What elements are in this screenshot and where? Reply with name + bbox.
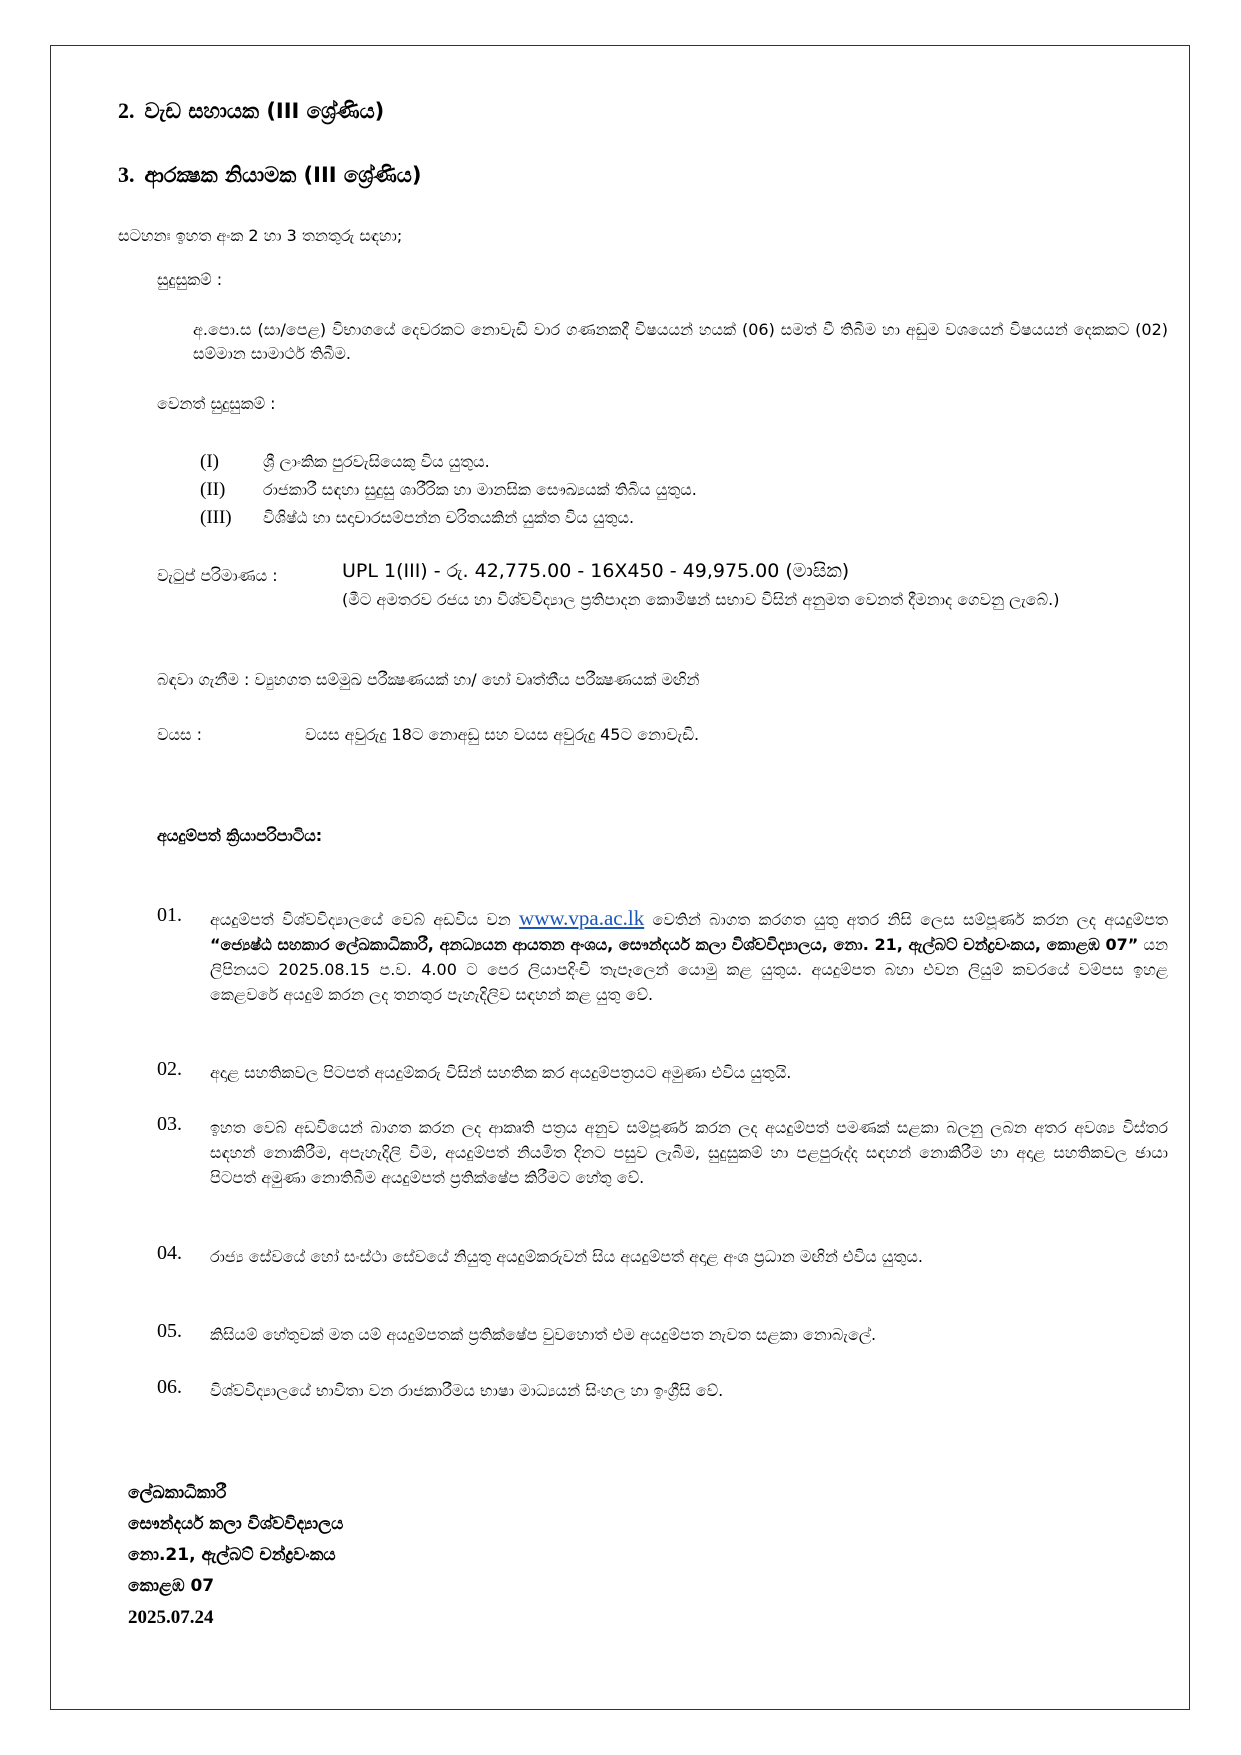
procedure-item-4: රාජ්‍ය සේවයේ හෝ සංස්ථා සේවයේ නියුතු අයදුම්කරුවන් සිය අයදුම්පත් අදාළ අංශ ප්‍රධාන මඟින් එවිය යුතුය. bbox=[210, 1247, 923, 1266]
roman-numeral: (II) bbox=[200, 479, 226, 500]
item-text: වෙතින් බාගත කරගත යුතු අතර නිසි ලෙස සම්පූර්ණ කරන ලද අයදුම්පත bbox=[644, 910, 1168, 929]
recruitment-text: බඳවා ගැනීම : ව්‍යුහගත සම්මුඛ පරීක්‍ෂණයක් හා/ හෝ වෘත්තීය පරීක්‍ෂණයක් මඟින් bbox=[157, 670, 700, 689]
heading-title: වැඩ සහායක (III ශ්‍රේණිය) bbox=[144, 99, 385, 123]
heading-title: ආරක්‍ෂක නියාමක (III ශ්‍රේණිය) bbox=[144, 163, 422, 187]
procedure-title: අයදුම්පත් ක්‍රියාපරිපාටිය: bbox=[157, 826, 323, 845]
page-border bbox=[50, 45, 1190, 1710]
salary-label: වැටුප් පරිමාණය : bbox=[157, 566, 278, 585]
heading-number: 3. bbox=[118, 162, 135, 187]
item-text: අයදුම්පත් විශ්වවිද්‍යාලයේ වෙබ් අඩවිය වන bbox=[210, 910, 520, 929]
age-text: වයස අවුරුදු 18ට නොඅඩු සහ වයස අවුරුදු 45ට නොවැඩි. bbox=[305, 725, 700, 744]
procedure-item-1 bbox=[210, 906, 1168, 1007]
website-link[interactable]: www.vpa.ac.lk bbox=[519, 906, 645, 930]
signature-university: සෞන්දර්ය කලා විශ්වවිද්‍යාලය bbox=[128, 1514, 344, 1534]
list-item bbox=[200, 504, 697, 532]
signature-title: ලේඛකාධිකාරී bbox=[128, 1483, 227, 1503]
item-number: 04. bbox=[157, 1242, 182, 1264]
qualifications-text: අ.පො.ස (සා/පෙළ) විභාගයේ දෙවරකට නොවැඩි වාර ගණනකදී විෂයයන් හයක් (06) සමත් වී තිබීම හා අඩුම වශයෙන් විෂයයන් දෙකකට (02) සම්මාන සාමාර්ථ තිබීම. bbox=[193, 320, 1168, 363]
heading-work-assistant bbox=[118, 98, 384, 124]
salary-note: (මීට අමතරව රජය හා විශ්වවිද්‍යාල ප්‍රතිපාදන කොමිෂන් සභාව විසින් අනුමත වෙනත් දීමනාද ගෙවනු ලැබේ.) bbox=[342, 590, 1060, 609]
item-number: 02. bbox=[157, 1058, 182, 1080]
procedure-item-6: විශ්වවිද්‍යාලයේ භාවිතා වන රාජකාරීමය භාෂා මාධ්‍යයන් සිංහල හා ඉංග්‍රීසි වේ. bbox=[210, 1381, 724, 1400]
qualifications-label: සුදුසුකම් : bbox=[157, 270, 223, 289]
signature-block bbox=[128, 1478, 343, 1633]
other-qualifications-label: වෙනත් සුදුසුකම් : bbox=[157, 394, 276, 413]
signature-date: 2025.07.24 bbox=[128, 1607, 214, 1628]
note-text: සටහනඃ ඉහත අංක 2 හා 3 තනතුරු සඳහා; bbox=[118, 226, 403, 245]
roman-numeral: (I) bbox=[200, 451, 219, 472]
item-number: 06. bbox=[157, 1376, 182, 1398]
address-bold: “ජ්‍යෙෂ්ඨ සහකාර ලේඛකාධිකාරී, අනධ්‍යයන ආයතන අංශය, සෞන්දර්ය කලා විශ්වවිද්‍යාලය, නො. 21, ඇල්බට් චන්ද්‍රවංකය, කොළඹ 07” bbox=[210, 935, 1139, 954]
item-number: 03. bbox=[157, 1113, 182, 1135]
list-item bbox=[200, 448, 697, 476]
salary-scale: UPL 1(III) - රු. 42,775.00 - 16X450 - 49,975.00 (මාසික) bbox=[342, 560, 850, 582]
procedure-item-2: අදාළ සහතිකවල පිටපත් අයදුම්කරු විසින් සහතික කර අයදුම්පත්‍රයට අමුණා එවිය යුතුයි. bbox=[210, 1063, 792, 1082]
heading-number: 2. bbox=[118, 98, 135, 123]
other-qualifications-list bbox=[200, 448, 697, 532]
age-label: වයස : bbox=[157, 725, 202, 744]
procedure-item-5: කිසියම් හේතුවක් මත යම් අයදුම්පතක් ප්‍රතික්ෂේප වුවහොත් එම අයදුම්පත නැවත සළකා නොබැලේ. bbox=[210, 1325, 877, 1344]
list-item-text: විශිෂ්ඨ හා සදාචාරසම්පන්න චරිතයකින් යුක්ත විය යුතුය. bbox=[263, 508, 635, 527]
procedure-item-3: ඉහත වෙබ් අඩවියෙන් බාගත කරන ලද ආකෘති පත්‍රය අනුව සම්පූර්ණ කරන ලද අයදුම්පත් පමණක් සළකා බලනු ලබන අතර අවශ්‍ය විස්තර සඳහන් නොකිරීම, අපැහැදිලි වීම, අයදුම්පත් නියමිත දිනට පසුව ලැබීම, සුදුසුකම් හා පළපුරුද්ද සඳහන් නොකිරීම හා අදාළ සහතිකවල ඡායා පිටපත් අමුණා නොතිබීම අයදුම්පත් ප්‍රතික්ෂේප කිරීමට හේතු වේ. bbox=[210, 1118, 1168, 1187]
item-text: යන ලිපිනයට 2025.08.15 ප.ව. 4.00 ට පෙර ලියාපදිංචි තැපෑලෙන් යොමු කළ යුතුය. අයදුම්පත බහා එවන ලියුම් කවරයේ වම්පස ඉහළ කෙළවරේ අයදුම් කරන ලද තනතුර පැහැදිලිව සඳහන් කළ යුතු වේ. bbox=[210, 935, 1168, 1004]
item-number: 05. bbox=[157, 1320, 182, 1342]
signature-address: නො.21, ඇල්බට් චන්ද්‍රවංකය bbox=[128, 1545, 336, 1565]
item-number: 01. bbox=[157, 904, 182, 926]
roman-numeral: (III) bbox=[200, 507, 232, 528]
list-item-text: ශ්‍රී ලාංකික පුරවැසියෙකු විය යුතුය. bbox=[263, 452, 490, 471]
signature-city: කොළඹ 07 bbox=[128, 1576, 215, 1596]
list-item-text: රාජකාරී සඳහා සුදුසු ශාරීරික හා මානසික සෞඛ්‍යයක් තිබිය යුතුය. bbox=[263, 480, 697, 499]
list-item bbox=[200, 476, 697, 504]
heading-security-controller bbox=[118, 162, 422, 188]
